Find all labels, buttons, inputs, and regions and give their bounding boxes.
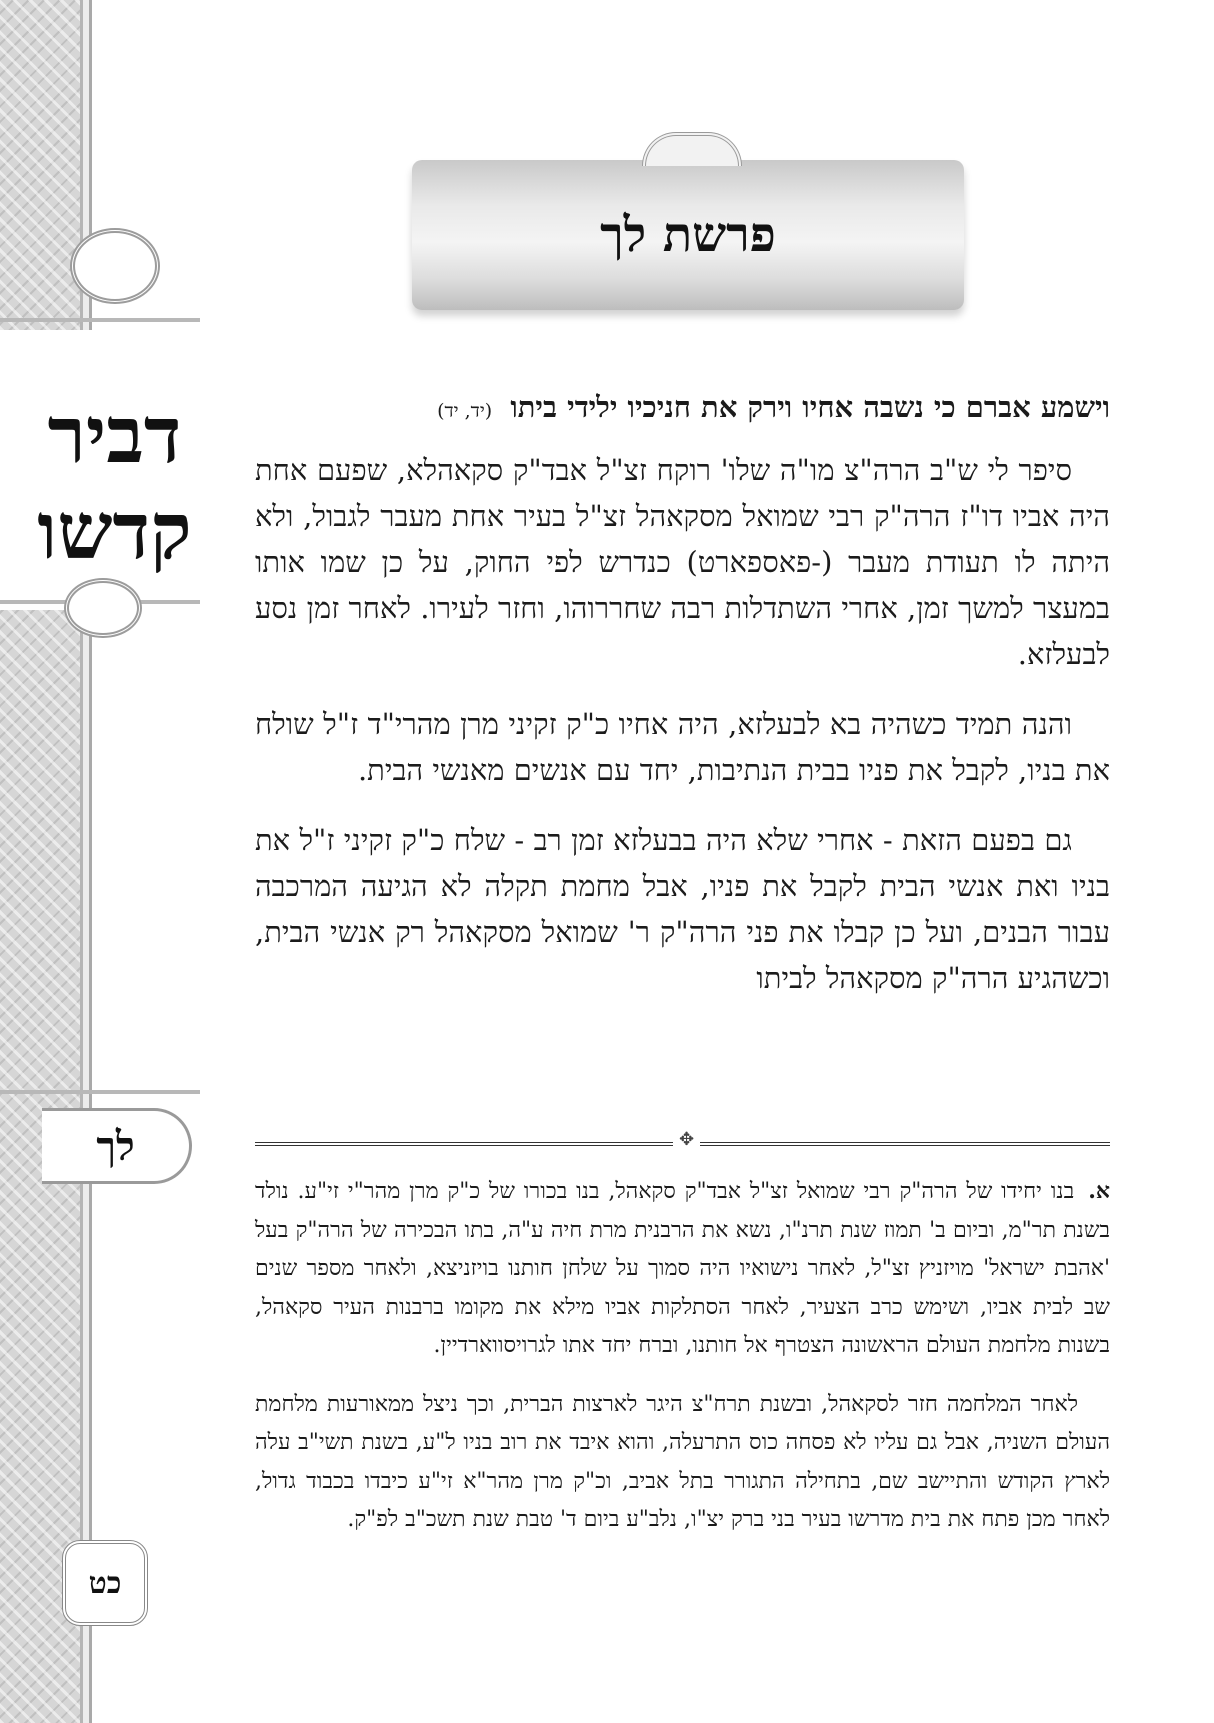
parsha-tab: לך [42, 1108, 192, 1184]
footnote-text: בנו יחידו של הרה"ק רבי שמואל זצ"ל אבד"ק סקאהל, בנו בכורו של כ"ק מרן מהר"י זי"ע. נולד בשנת תר"מ, וביום ב' תמוז שנת תרנ"ו, נשא את הרבנית מרת חיה ע"ה, בתו הבכירה של הרה"ק בעל 'אהבת ישראל' מויזניץ זצ"ל, לאחר נישואיו היה סמוך על שלחן חותנו בויזניצא, ולאחר מספר שנים שב לבית אביו, ושימש כרב הצעיר, לאחר הסתלקות אביו מילא את מקומו ברבנות העיר סקאהל, בשנות מלחמת העולם הראשונה הצטרף אל חותנו, וברח יחד אתו לגרויסווארדיין. [255, 1179, 1110, 1358]
footnote-divider [255, 1142, 1110, 1146]
paragraph: סיפר לי ש"ב הרה"צ מו"ה שלו' רוקח זצ"ל אבד"ק סקאהלא, שפעם אחת היה אביו דו"ז הרה"ק רבי שמואל מסקאהל זצ"ל בעיר אחת מעבר לגבול, ולא היתה לו תעודת מעבר (-פאספארט) כנדרש לפי החוק, על כן שמו אותו במעצר למשך זמן, אחרי השתדלות רבה שחררוהו, וחזר לעירו. לאחר זמן נסע לבעלזא. [255, 453, 1110, 671]
verse-quote [255, 385, 1110, 433]
footnote-continuation: לאחר המלחמה חזר לסקאהל, ובשנת תרח"צ היגר לארצות הברית, וכך ניצל ממאורעות מלחמת העולם השניה, אבל גם עליו לא פסחה כוס התרעלה, והוא איבד את רוב בניו ל"ע, בשנת תשי"ב עלה לארץ הקודש והתיישב שם, בתחילה התגורר בתל אביב, וכ"ק מרן מהר"א זי"ע כיבדו בכבוד גדול, לאחר מכן פתח את בית מדרשו בעיר בני ברק יצ"ו, נלב"ע ביום ד' טבת שנת תשכ"ב לפ"ק. [255, 1391, 1110, 1532]
footnote-mark: א. [1088, 1178, 1110, 1204]
page-number: כט [62, 1540, 148, 1626]
paragraph: והנה תמיד כשהיה בא לבעלזא, היה אחיו כ"ק זקיני מרן מהרי"ד ז"ל שולח את בניו, לקבל את פניו בבית הנתיבות, יחד עם אנשים מאנשי הבית. [255, 707, 1110, 787]
main-text [255, 385, 1110, 1001]
border-divider-line [0, 318, 200, 322]
book-title [12, 388, 217, 580]
border-curl-ornament [70, 228, 160, 304]
border-curl-ornament [64, 578, 142, 638]
footnotes [255, 1172, 1110, 1540]
verse-text: וישמע אברם כי נשבה אחיו וירק את חניכיו ילידי ביתו [510, 390, 1110, 424]
footnote [255, 1172, 1110, 1366]
book-title-line: קדשו [37, 486, 192, 577]
verse-reference: (יד, יד) [437, 400, 493, 422]
paragraph: גם בפעם הזאת - אחרי שלא היה בבעלזא זמן רב - שלח כ"ק זקיני ז"ל את בניו ואת אנשי הבית לקבל את פניו, אבל מחמת תקלה לא הגיעה המרכבה עבור הבנים, ועל כן קבלו את פני הרה"ק ר' שמואל מסקאהל רק אנשי הבית, וכשהגיע הרה"ק מסקאהל לביתו [255, 823, 1110, 995]
book-title-line: דביר [47, 390, 182, 481]
section-header-banner [412, 160, 964, 310]
section-title: פרשת לך [600, 207, 776, 263]
border-divider-line [0, 1090, 200, 1094]
